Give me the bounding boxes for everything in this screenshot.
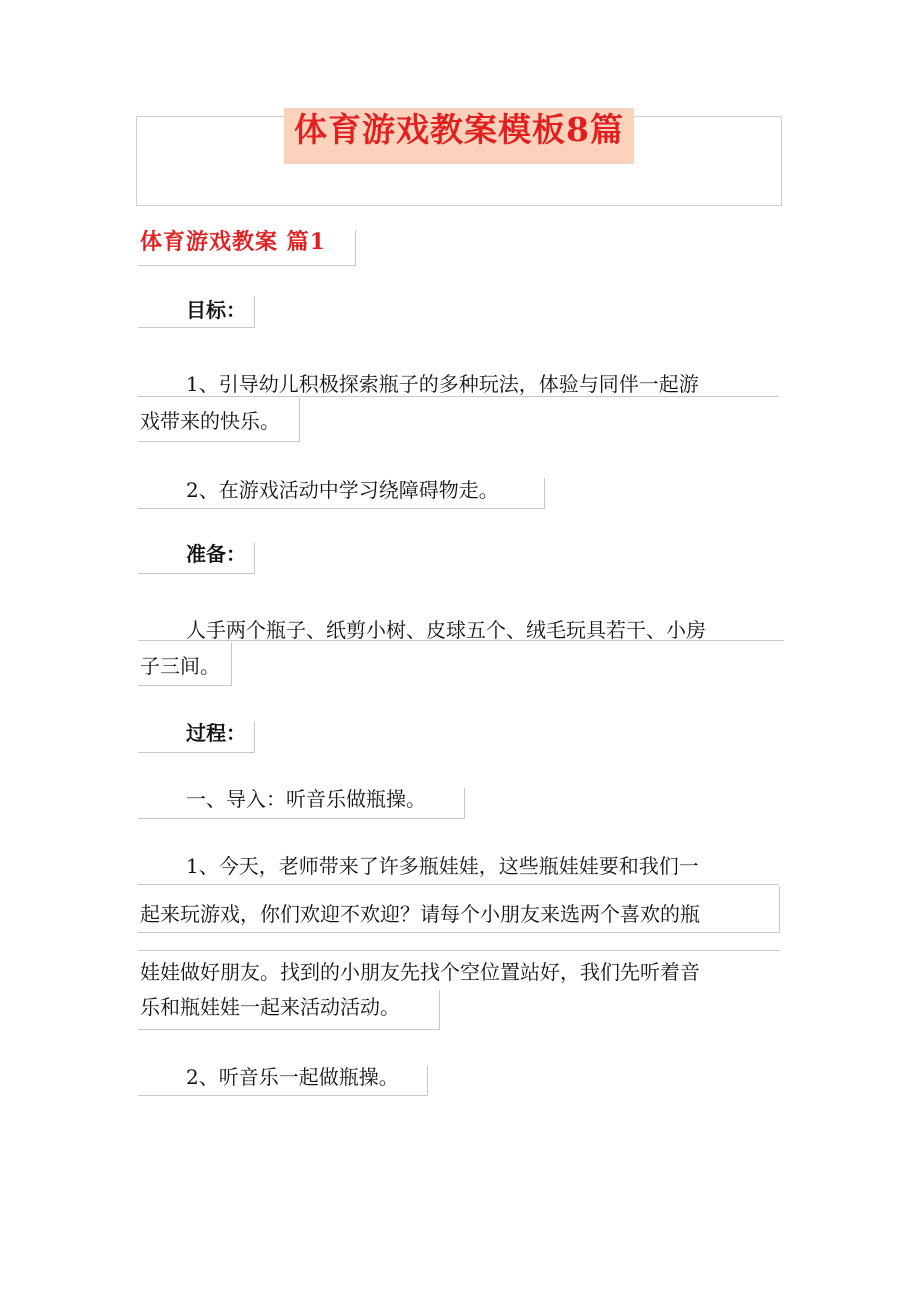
step1-rule-3 xyxy=(138,950,780,951)
step1-line3: 娃娃做好朋友。找到的小朋友先找个空位置站好，我们先听着音 xyxy=(140,960,700,984)
step1-rule-1 xyxy=(138,884,778,885)
step1-line2: 起来玩游戏，你们欢迎不欢迎？请每个小朋友来选两个喜欢的瓶 xyxy=(140,902,700,926)
goal-1-line2: 戏带来的快乐。 xyxy=(140,409,280,433)
document-title: 体育游戏教案模板8篇 xyxy=(294,110,624,149)
step2: 2、听音乐一起做瓶操。 xyxy=(186,1065,399,1089)
step1-line1: 1、今天，老师带来了许多瓶娃娃，这些瓶娃娃要和我们一 xyxy=(186,854,699,878)
prep-line2: 子三间。 xyxy=(140,654,220,678)
step1-line4: 乐和瓶娃娃一起来活动活动。 xyxy=(140,995,400,1019)
goal-1-line1: 1、引导幼儿积极探索瓶子的多种玩法，体验与同伴一起游 xyxy=(186,372,699,396)
prep-label: 准备： xyxy=(186,542,246,566)
goal-2: 2、在游戏活动中学习绕障碍物走。 xyxy=(186,478,499,502)
process-label: 过程： xyxy=(186,721,246,745)
prep-line1: 人手两个瓶子、纸剪小树、皮球五个、绒毛玩具若干、小房 xyxy=(186,618,706,642)
section-heading: 体育游戏教案 篇1 xyxy=(140,229,326,255)
intro-step: 一、导入：听音乐做瓶操。 xyxy=(186,787,426,811)
goal-label: 目标： xyxy=(186,298,246,322)
